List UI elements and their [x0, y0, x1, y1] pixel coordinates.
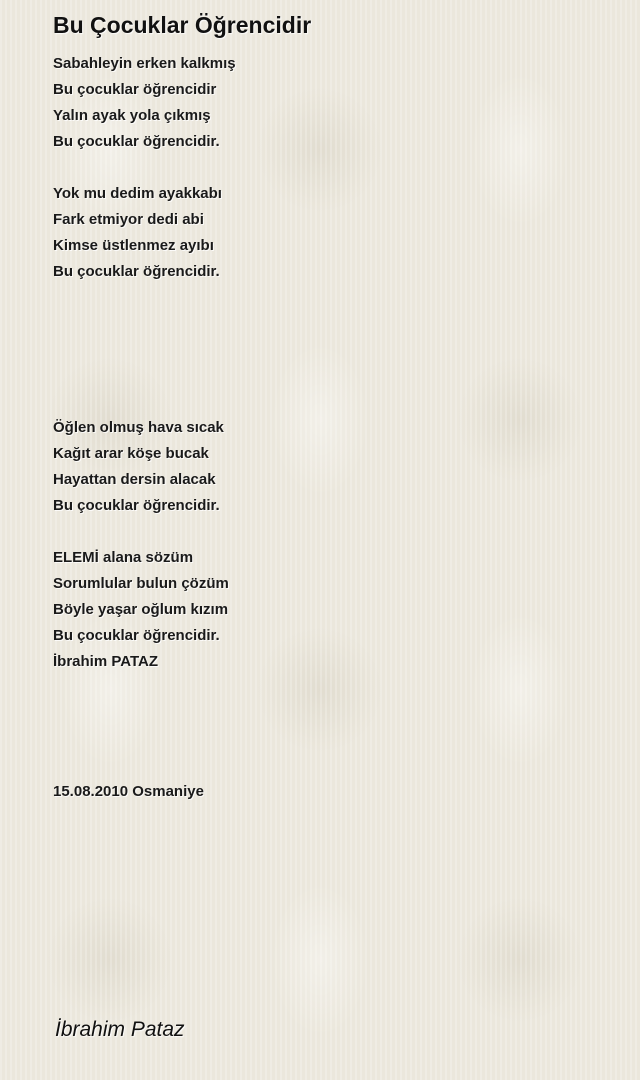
poem-line: Kimse üstlenmez ayıbı — [53, 237, 214, 254]
stanza-break — [53, 727, 613, 753]
stanza-break — [53, 311, 613, 337]
poem-line: ELEMİ alana sözüm — [53, 549, 194, 566]
poem-line: Sorumlular bulun çözüm — [53, 575, 229, 592]
poem-line: Sabahleyin erken kalkmış — [53, 55, 236, 72]
poem-line: Bu çocuklar öğrencidir. — [53, 133, 220, 150]
poem-author-line: İbrahim PATAZ — [53, 653, 158, 670]
poem-line: Hayattan dersin alacak — [53, 471, 216, 488]
poem-line: Bu çocuklar öğrencidir. — [53, 263, 220, 280]
stanza-break — [53, 675, 613, 701]
stanza-break — [53, 389, 613, 415]
poem-line: Bu çocuklar öğrencidir. — [53, 497, 220, 514]
stanza-break — [53, 155, 613, 181]
poem-title: Bu Çocuklar Öğrencidir — [53, 12, 312, 38]
poem-date-place: 15.08.2010 Osmaniye — [53, 783, 204, 800]
poem-line: Bu çocuklar öğrencidir — [53, 81, 217, 98]
poem-body — [53, 51, 613, 805]
poem-line: Bu çocuklar öğrencidir. — [53, 627, 220, 644]
poem-line: Fark etmiyor dedi abi — [53, 211, 204, 228]
stanza-break — [53, 337, 613, 363]
stanza-break — [53, 753, 613, 779]
stanza-break — [53, 519, 613, 545]
stanza-break — [53, 285, 613, 311]
poem-line: Yok mu dedim ayakkabı — [53, 185, 222, 202]
poem-line: Öğlen olmuş hava sıcak — [53, 419, 224, 436]
stanza-break — [53, 363, 613, 389]
author-signature: İbrahim Pataz — [55, 1018, 185, 1041]
poem-line: Kağıt arar köşe bucak — [53, 445, 209, 462]
stanza-break — [53, 701, 613, 727]
poem-line: Böyle yaşar oğlum kızım — [53, 601, 229, 618]
poem-line: Yalın ayak yola çıkmış — [53, 107, 211, 124]
